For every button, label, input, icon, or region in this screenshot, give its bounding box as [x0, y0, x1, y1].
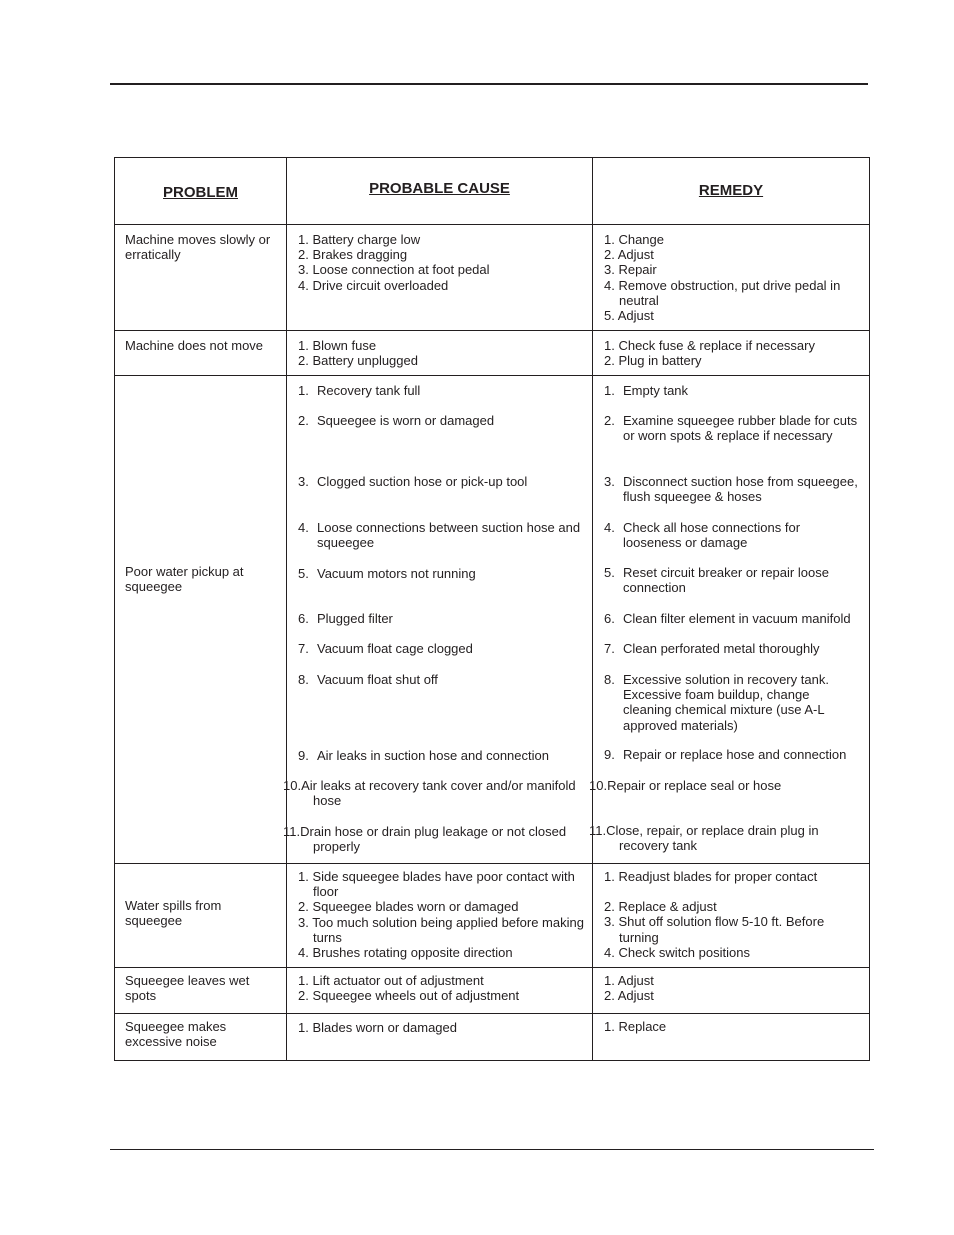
cause-cell: [287, 968, 593, 1014]
table-row: [115, 331, 870, 376]
cause-item-text: Plugged filter: [317, 611, 393, 626]
problem-text: Machine moves slowly or erratically: [125, 232, 271, 263]
cause-item: [298, 672, 584, 687]
remedy-item: 2. Adjust: [604, 247, 654, 263]
cause-item-text: Recovery tank full: [317, 383, 421, 398]
remedy-item-text: Examine squeegee rubber blade for cuts or worn spots & replace if necessary: [623, 413, 858, 444]
cause-item-text: Vacuum float shut off: [317, 672, 438, 687]
remedy-item-text: Reset circuit breaker or repair loose connection: [623, 565, 829, 596]
table-row: [115, 1014, 870, 1061]
cause-item: [298, 566, 584, 581]
remedy-item: 3. Shut off solution flow 5-10 ft. Before turning: [604, 914, 825, 945]
header-remedy-cell: [593, 158, 870, 225]
problem-text: Poor water pickup at squeegee: [125, 564, 244, 595]
cause-item-text: Loose connections between suction hose and squeegee: [317, 520, 581, 551]
problem-text: Water spills from squeegee: [125, 898, 222, 929]
cause-item: [283, 778, 584, 809]
cause-item: 2. Squeegee wheels out of adjustment: [298, 988, 520, 1004]
cause-item-text: Squeegee is worn or damaged: [317, 413, 495, 428]
remedy-cell: [593, 864, 870, 968]
remedy-item: [589, 823, 861, 854]
table-row: [115, 864, 870, 968]
cause-item-number: 3.: [298, 474, 309, 489]
cause-item: 1. Battery charge low: [298, 232, 421, 247]
table-row: [115, 376, 870, 864]
cause-cell: [287, 1014, 593, 1061]
problem-cell: [115, 331, 287, 376]
cause-item: 3. Too much solution being applied before making turns: [298, 914, 584, 945]
remedy-item: 4. Check switch positions: [604, 944, 750, 960]
remedy-item-number: 8.: [604, 672, 615, 687]
remedy-item-text: Close, repair, or replace drain plug in recovery tank: [606, 823, 819, 854]
cause-item: 2. Battery unplugged: [298, 353, 418, 369]
remedy-item: [604, 383, 861, 398]
cause-item-number: 11.: [283, 824, 301, 839]
problem-text: Squeegee makes excessive noise: [125, 1019, 227, 1050]
remedy-item-number: 10.: [589, 778, 608, 793]
cause-item-number: 5.: [298, 566, 309, 581]
remedy-item: [604, 520, 861, 550]
remedy-item: 1. Check fuse & replace if necessary: [604, 338, 815, 353]
remedy-item-number: 11.: [589, 823, 607, 838]
cause-item: [283, 824, 584, 855]
remedy-item: 1. Adjust: [604, 973, 654, 988]
cause-item: 1. Blades worn or damaged: [298, 1020, 457, 1035]
problem-cell: [115, 968, 287, 1014]
remedy-item: [604, 413, 861, 443]
remedy-item: 1. Change: [604, 232, 664, 247]
remedy-item: 1. Readjust blades for proper contact: [604, 869, 818, 884]
cause-item-number: 4.: [298, 520, 309, 535]
remedy-item-text: Empty tank: [623, 383, 689, 398]
remedy-item-number: 5.: [604, 565, 615, 580]
remedy-cell: [593, 968, 870, 1014]
cause-item-number: 8.: [298, 672, 309, 687]
problem-cell: [115, 225, 287, 331]
remedy-cell: [593, 225, 870, 331]
remedy-item: [604, 641, 861, 656]
cause-item-number: 1.: [298, 383, 309, 398]
header-problem: PROBLEM: [163, 184, 238, 202]
cause-item-text: Drain hose or drain plug leakage or not closed properly: [300, 824, 567, 855]
table-header-row: [115, 158, 870, 225]
problem-cell: [115, 864, 287, 968]
cause-item-text: Air leaks in suction hose and connection: [317, 748, 549, 763]
remedy-item-text: Clean filter element in vacuum manifold: [623, 611, 851, 626]
problem-cell: [115, 1014, 287, 1061]
remedy-item-text: Repair or replace seal or hose: [607, 778, 782, 793]
cause-item: [298, 413, 584, 428]
cause-item-text: Clogged suction hose or pick-up tool: [317, 474, 528, 489]
cause-item: 4. Brushes rotating opposite direction: [298, 945, 513, 961]
cause-item-text: Vacuum float cage clogged: [317, 641, 473, 656]
header-rule: [110, 83, 868, 85]
remedy-item-number: 6.: [604, 611, 615, 626]
problem-text: Machine does not move: [125, 338, 264, 353]
header-cause-cell: [287, 158, 593, 225]
remedy-item: [604, 474, 861, 504]
remedy-item: [589, 778, 861, 793]
cause-item: 1. Blown fuse: [298, 338, 377, 353]
remedy-item: 3. Repair: [604, 262, 657, 278]
cause-item: [298, 748, 584, 763]
cause-item: [298, 474, 584, 489]
cause-item-number: 9.: [298, 748, 309, 763]
header-problem-cell: [115, 158, 287, 225]
remedy-item: 2. Adjust: [604, 988, 654, 1004]
cause-item-number: 10.: [283, 778, 302, 793]
cause-cell: [287, 225, 593, 331]
cause-item: 2. Brakes dragging: [298, 247, 408, 263]
troubleshooting-table: [114, 157, 870, 1061]
remedy-item-number: 1.: [604, 383, 615, 398]
cause-item: 2. Squeegee blades worn or damaged: [298, 899, 519, 915]
footer-rule: [110, 1149, 874, 1150]
remedy-item-number: 9.: [604, 747, 615, 762]
table-row: [115, 225, 870, 331]
table-row: [115, 968, 870, 1014]
cause-item: [298, 611, 584, 626]
cause-item-text: Air leaks at recovery tank cover and/or manifold hose: [301, 778, 576, 809]
remedy-item-text: Disconnect suction hose from squeegee, flush squeegee & hoses: [623, 474, 858, 505]
remedy-item: 5. Adjust: [604, 308, 654, 324]
remedy-item-number: 3.: [604, 474, 615, 489]
cause-item-number: 2.: [298, 413, 309, 428]
cause-cell: [287, 331, 593, 376]
remedy-item-text: Excessive solution in recovery tank. Excessive foam buildup, change cleaning chemical mixture (use A-L approved materials): [623, 672, 829, 733]
remedy-item-text: Check all hose connections for looseness or damage: [623, 520, 801, 551]
remedy-item-text: Clean perforated metal thoroughly: [623, 641, 820, 656]
cause-cell: [283, 376, 593, 864]
cause-item-number: 6.: [298, 611, 309, 626]
remedy-item-number: 4.: [604, 520, 615, 535]
remedy-item: [604, 672, 861, 733]
cause-item-number: 7.: [298, 641, 309, 656]
remedy-item-text: Repair or replace hose and connection: [623, 747, 847, 762]
remedy-item: 1. Replace: [604, 1019, 667, 1034]
cause-item: 3. Loose connection at foot pedal: [298, 262, 490, 278]
remedy-item: 2. Replace & adjust: [604, 899, 717, 915]
remedy-cell: [593, 1014, 870, 1061]
cause-item: 4. Drive circuit overloaded: [298, 277, 449, 293]
remedy-item: [604, 747, 861, 762]
header-cause: PROBABLE CAUSE: [369, 180, 510, 198]
problem-cell: [115, 376, 287, 864]
remedy-item: [604, 611, 861, 626]
header-remedy: REMEDY: [698, 182, 764, 200]
problem-text: Squeegee leaves wet spots: [125, 973, 250, 1004]
cause-item: [298, 383, 584, 398]
remedy-item-number: 7.: [604, 641, 615, 656]
remedy-item: [604, 565, 861, 595]
remedy-item: 2. Plug in battery: [604, 353, 702, 369]
remedy-item-number: 2.: [604, 413, 615, 428]
cause-item: 1. Lift actuator out of adjustment: [298, 973, 484, 988]
cause-item: [298, 520, 584, 550]
cause-item: 1. Side squeegee blades have poor contact with floor: [298, 869, 575, 900]
remedy-cell: [593, 331, 870, 376]
remedy-cell: [589, 376, 870, 864]
cause-item: [298, 641, 584, 656]
remedy-item: 4. Remove obstruction, put drive pedal in neutral: [604, 277, 841, 308]
cause-cell: [287, 864, 593, 968]
cause-item-text: Vacuum motors not running: [317, 566, 476, 581]
